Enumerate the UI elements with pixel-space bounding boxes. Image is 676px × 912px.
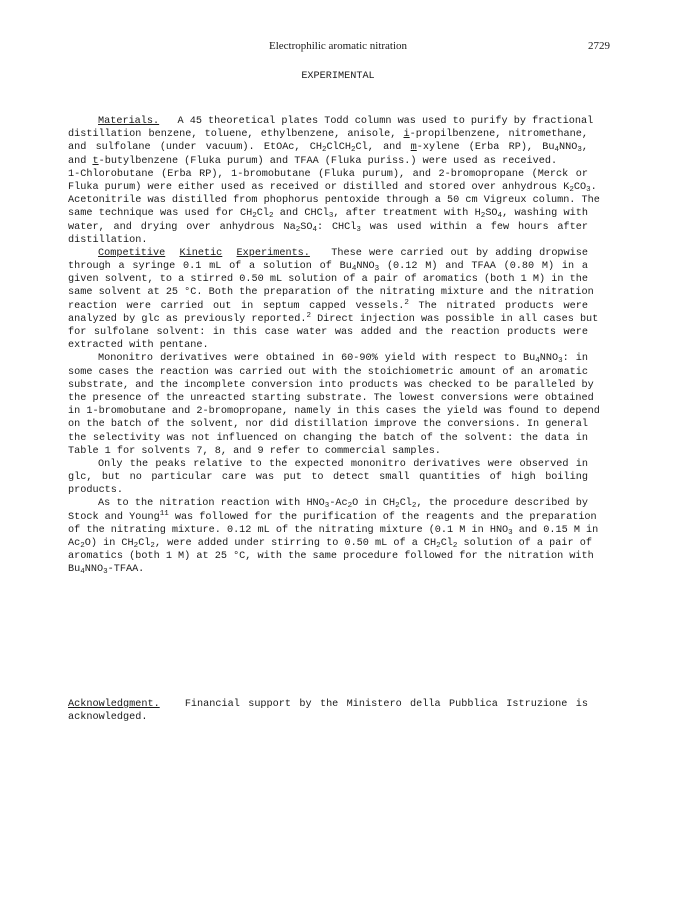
p1-line-9: water, and drying over anhydrous $Na_2SO_4$: CHCl$_3$ was used within a few hours after [68, 221, 588, 234]
p1-line-5: 1-Chlorobutane (Erba RP), 1-bromobutane (Fluka purum), and 2-bromopropane (Merck or [68, 168, 588, 180]
competitive-kinetic-heading: Competitive [98, 247, 166, 259]
p3-line-4: the presence of the unreacted starting substrate. The lowest conversions were obtained [68, 392, 594, 404]
p4-line-3: products. [68, 485, 124, 497]
p3-line-8: Table 1 for solvents 7, 8, and 9 refer to commercial samples. [68, 445, 441, 457]
p2-line-4: same solvent at 25 °C. Both the preparation of the nitrating mixture and the nitration [68, 287, 594, 299]
p3-line-6: on the batch of the solvent, nor did distillation improve the conversions. In general [68, 419, 588, 431]
p2-line-1: Competitive Kinetic Experiments. These were carried out by adding dropwise [98, 247, 589, 259]
p5-line-4: $Ac_2O$) in $CH_2Cl_2$, were added under stirring to 0.50 mL of a $CH_2Cl_2$ solution of a pair of [68, 538, 592, 550]
p1-line-7: Acetonitrile was distilled from phophorus pentoxide through a 50 cm Vigreux column. The [68, 195, 600, 207]
p3-line-7: the selectivity was not influenced on changing the batch of the solvent: the data in [68, 432, 588, 444]
p5-line-2: Stock and Young$^{11}$ was followed for the purification of the reagents and the preparation [68, 509, 597, 523]
p1-line-6: Fluka purum) were either used as received or distilled and stored over anhydrous $K_2CO_3$. [68, 181, 597, 194]
p4-line-1: Only the peaks relative to the expected mononitro derivatives were observed in [98, 458, 588, 470]
p2-line-3: given solvent, to a stirred 0.50 mL solution of a pair of aromatics (both 1 M) in the [68, 274, 588, 286]
p2-line-6: analyzed by glc as previously reported.$^2$ Direct injection was possible in all cases but [68, 311, 599, 325]
ack-line-1: Acknowledgment. Financial support by the Ministero della Pubblica Istruzione is [68, 699, 588, 710]
ack-line-2: acknowledged. [68, 712, 148, 724]
p5-line-5: aromatics (both 1 M) at 25 °C, with the same procedure followed for the nitration with [68, 551, 594, 563]
p2-line-2: through a syringe 0.1 mL of a solution of $Bu_4NNO_3$ (0.12 M) and TFAA (0.80 M) in a [68, 261, 588, 274]
p4-line-2: glc, but no particular care was put to detect small quantities of high boiling [68, 472, 588, 484]
running-title: Electrophilic aromatic nitration [268, 40, 408, 52]
p1-line-8: same technique was used for $CH_2Cl_2$ and CHCl$_3$, after treatment with $H_2SO_4$, washing with [68, 208, 588, 221]
p3-line-1: Mononitro derivatives were obtained in 60-90% yield with respect to $Bu_4NNO_3$: in [98, 353, 588, 366]
p5-line-6: $Bu_4NNO_3$-TFAA. [68, 564, 145, 577]
p3-line-5: in 1-bromobutane and 2-bromopropane, namely in this cases the yield was found to depend [68, 406, 600, 418]
p1-line-3: and sulfolane (under vacuum). EtOAc, $CH_2ClCH_2Cl$, and m-xylene (Erba RP), $Bu_4NNO_3$, [68, 142, 589, 155]
acknowledgment [68, 698, 588, 724]
p2-line-7: for sulfolane solvent: in this case water was added and the reaction products were [68, 327, 588, 338]
section-title: EXPERIMENTAL [301, 71, 375, 82]
p2-line-8: extracted with pentane. [68, 340, 209, 352]
p5-line-1: As to the nitration reaction with $HNO_3-Ac_2O$ in $CH_2Cl_2$, the procedure described by [98, 498, 589, 511]
p1-line-4: and t-butylbenzene (Fluka purum) and TFAA (Fluka puriss.) were used as received. [68, 155, 558, 167]
page-number: 2729 [588, 40, 610, 52]
p1-line-2: distillation benzene, toluene, ethylbenzene, anisole, i-propilbenzene, nitromethane, [68, 129, 588, 141]
p3-line-2: some cases the reaction was carried out with the stoichiometric amount of an aromatic [68, 366, 588, 378]
p1-line-10: distillation. [68, 234, 148, 246]
materials-heading: Materials. [98, 116, 160, 127]
p3-line-3: substrate, and the incomplete conversion into products was checked to be paralleled by [68, 379, 594, 391]
p5-line-3: of the nitrating mixture. 0.12 mL of the nitrating mixture (0.1 M in $HNO_3$ and 0.15 M in [68, 524, 599, 537]
p1-line-1: Materials. A 45 theoretical plates Todd column was used to purify by fractional [98, 116, 594, 127]
body-text [68, 115, 600, 577]
p2-line-5: reaction were carried out in septum capped vessels.$^2$ The nitrated products were [68, 298, 588, 312]
acknowledgment-heading: Acknowledgment. [68, 699, 160, 710]
